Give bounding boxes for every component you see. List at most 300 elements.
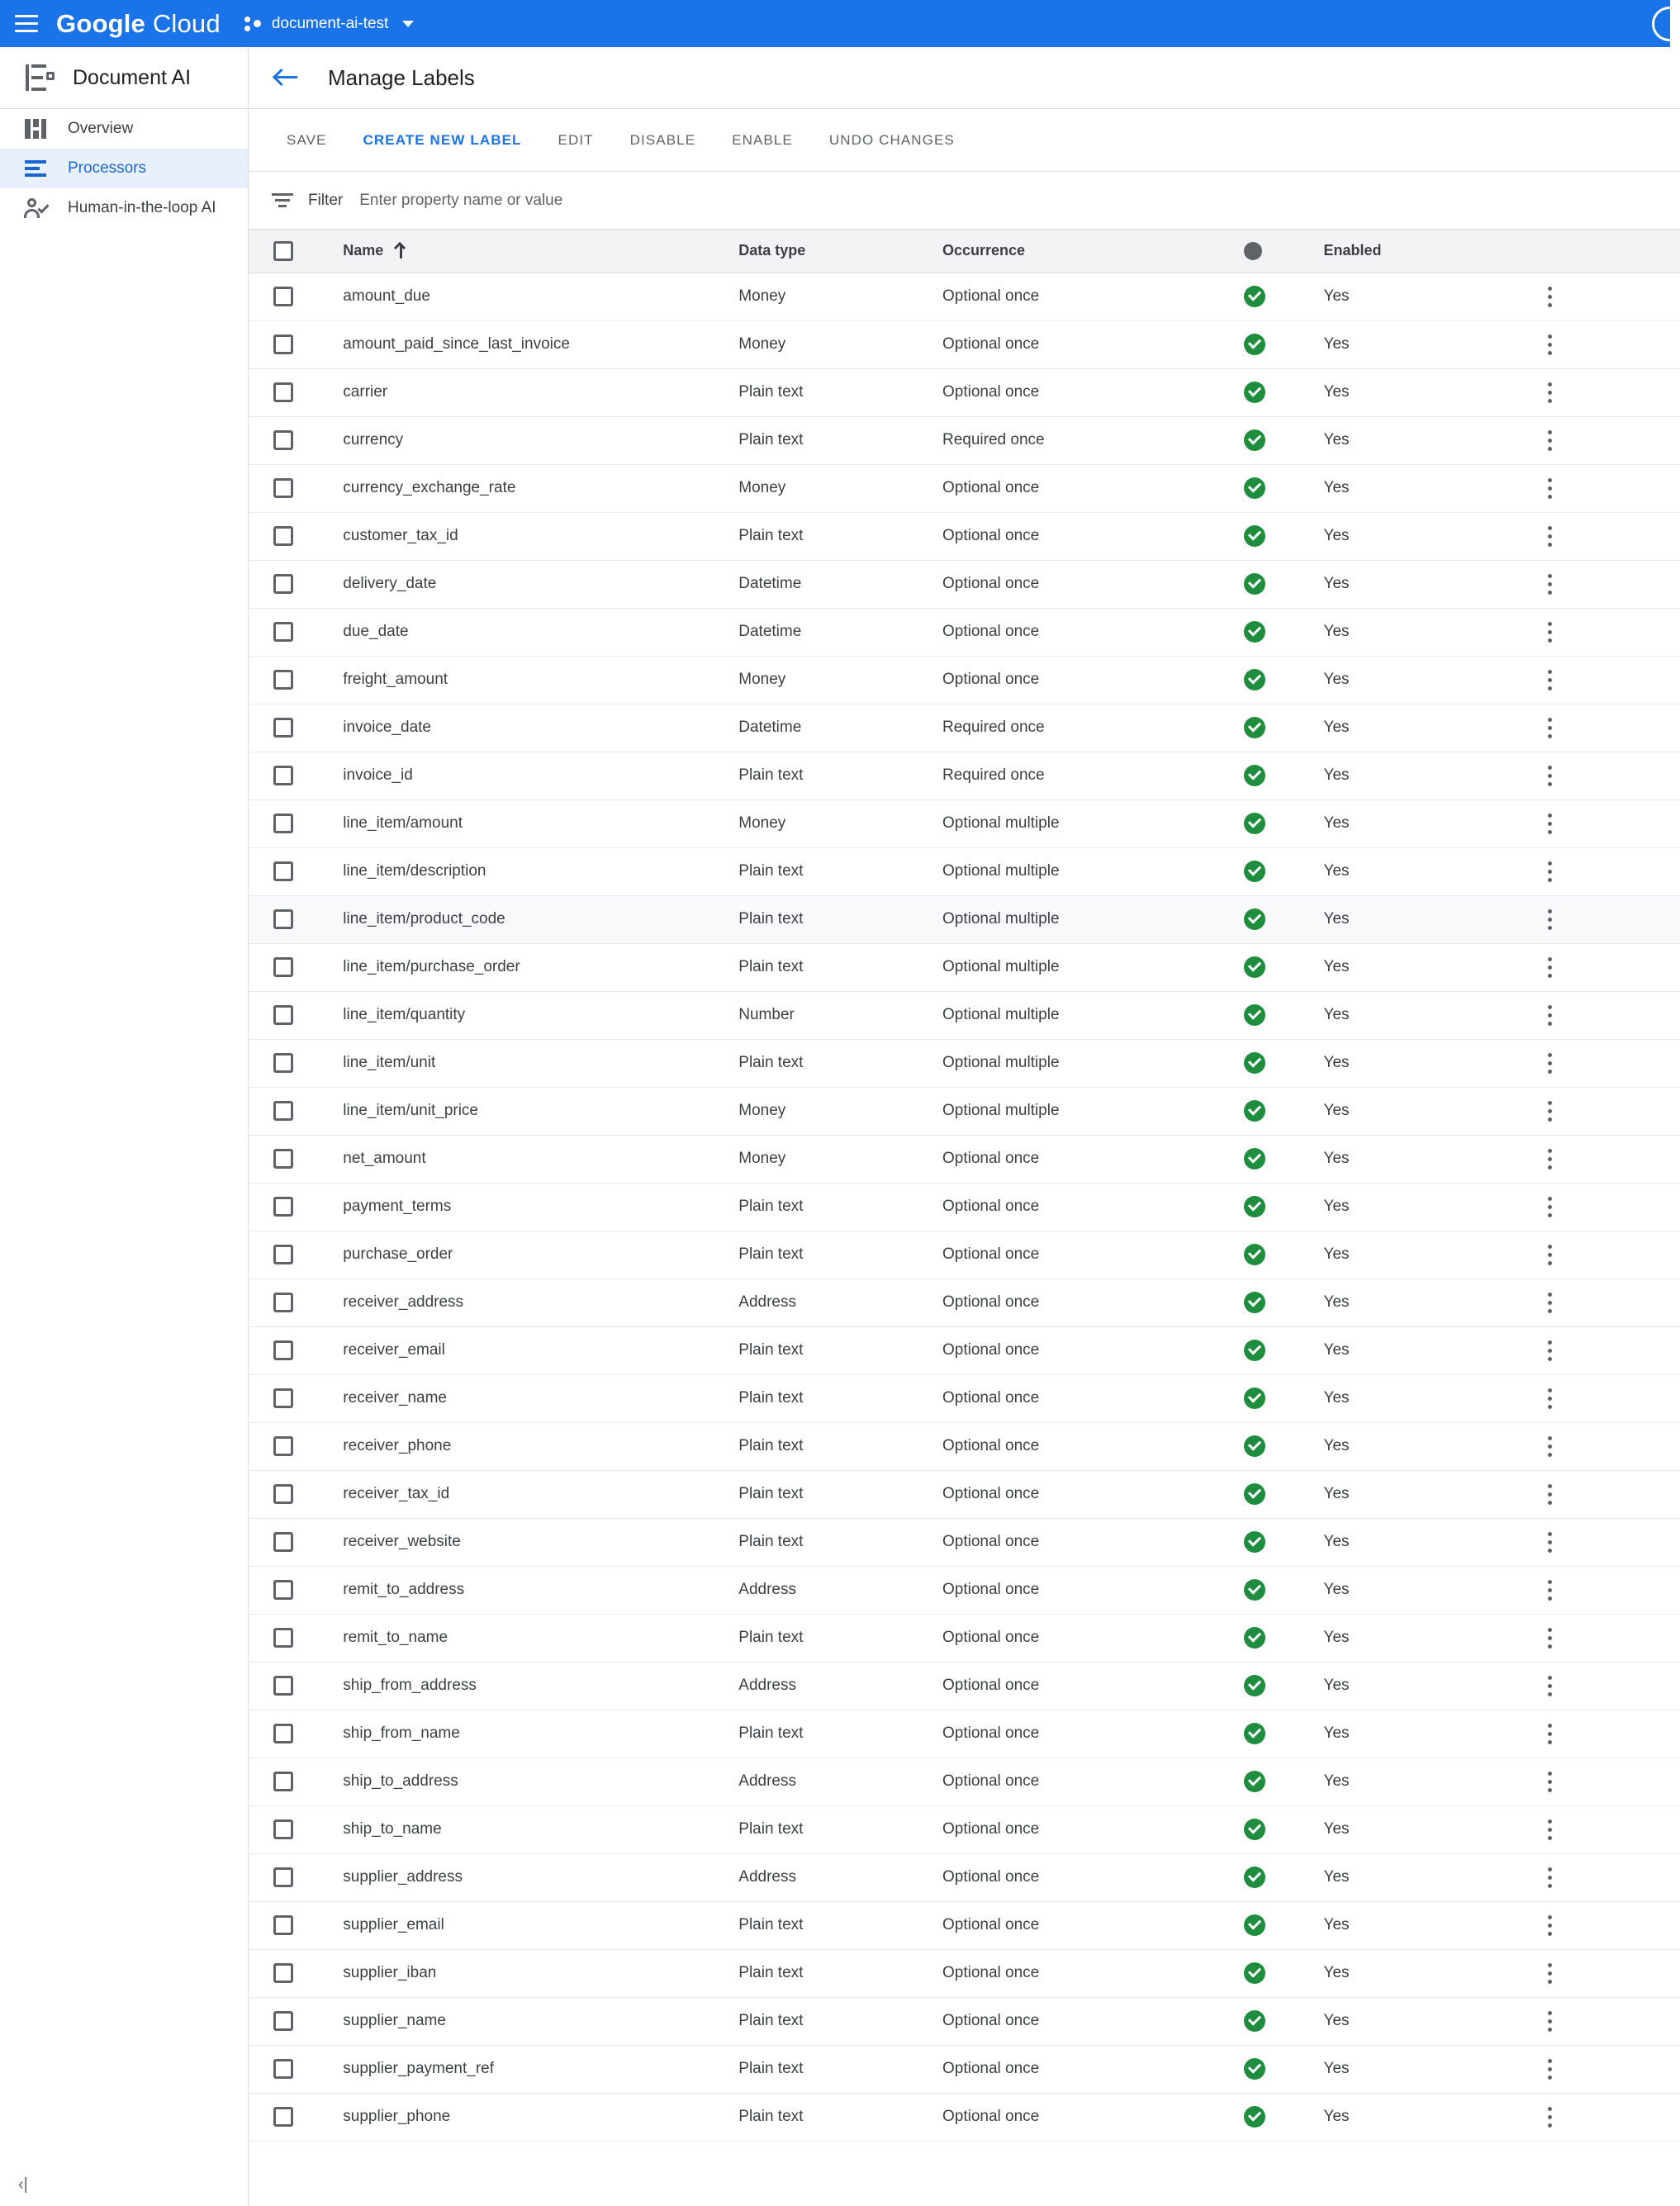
enabled-text: Yes	[1323, 719, 1350, 736]
enabled-text: Yes	[1323, 766, 1350, 784]
more-options-icon[interactable]	[1540, 1051, 1561, 1075]
cell-data-type	[735, 1135, 939, 1183]
cell-label-name	[339, 1039, 735, 1087]
label-name-text: freight_amount	[343, 671, 448, 688]
more-options-icon[interactable]	[1540, 1242, 1561, 1267]
row-checkbox[interactable]	[273, 1628, 293, 1648]
row-checkbox[interactable]	[273, 287, 293, 306]
cell-enabled	[1321, 416, 1536, 464]
table-row[interactable]	[249, 1039, 1680, 1087]
project-selector[interactable]	[244, 15, 415, 33]
more-options-icon[interactable]	[1540, 1003, 1561, 1027]
more-options-icon[interactable]	[1540, 955, 1561, 980]
table-row[interactable]	[249, 1231, 1680, 1279]
edge-sliver	[1670, 0, 1680, 47]
row-checkbox[interactable]	[273, 814, 293, 833]
enabled-text: Yes	[1323, 958, 1350, 975]
more-options-icon[interactable]	[1540, 907, 1561, 932]
data-type-text: Plain text	[738, 766, 804, 784]
cell-label-name	[339, 847, 735, 895]
column-header-enabled[interactable]	[1321, 230, 1536, 273]
cell-occurrence	[939, 1901, 1239, 1949]
enabled-text: Yes	[1323, 335, 1350, 353]
row-checkbox[interactable]	[273, 718, 293, 738]
cell-enabled	[1321, 2093, 1536, 2141]
row-checkbox[interactable]	[273, 766, 293, 785]
table-row[interactable]	[249, 1566, 1680, 1614]
enabled-text: Yes	[1323, 1868, 1350, 1886]
check-circle-icon	[1244, 1435, 1265, 1457]
more-options-icon[interactable]	[1540, 1338, 1561, 1363]
more-options-icon[interactable]	[1540, 1434, 1561, 1459]
chevron-down-icon	[402, 21, 414, 27]
data-type-text: Plain text	[738, 862, 804, 880]
table-row[interactable]	[249, 1853, 1680, 1901]
cell-status	[1239, 895, 1321, 943]
cell-occurrence	[939, 2045, 1239, 2093]
table-row[interactable]	[249, 752, 1680, 799]
label-name-text: supplier_phone	[343, 2108, 451, 2125]
label-name-text: currency_exchange_rate	[343, 479, 516, 496]
cell-actions	[1536, 752, 1680, 799]
table-body	[249, 273, 1680, 2141]
more-options-icon[interactable]	[1540, 1386, 1561, 1411]
table-row[interactable]	[249, 799, 1680, 847]
more-options-icon[interactable]	[1540, 811, 1561, 836]
select-all-checkbox[interactable]	[273, 241, 293, 261]
row-checkbox[interactable]	[273, 1340, 293, 1360]
label-name-text: remit_to_name	[343, 1629, 448, 1646]
row-checkbox[interactable]	[273, 334, 293, 354]
cell-occurrence	[939, 1518, 1239, 1566]
table-row[interactable]	[249, 1422, 1680, 1470]
row-checkbox[interactable]	[273, 526, 293, 546]
table-row[interactable]	[249, 1183, 1680, 1231]
row-select-cell	[249, 1566, 339, 1614]
cell-actions	[1536, 1949, 1680, 1997]
filter-input[interactable]	[358, 191, 787, 211]
more-options-icon[interactable]	[1540, 667, 1561, 692]
more-options-icon[interactable]	[1540, 1817, 1561, 1842]
more-options-icon[interactable]	[1540, 1721, 1561, 1746]
table-row[interactable]	[249, 1758, 1680, 1805]
row-checkbox[interactable]	[273, 622, 293, 642]
label-name-text: invoice_id	[343, 766, 413, 784]
table-row[interactable]	[249, 656, 1680, 704]
cell-enabled	[1321, 895, 1536, 943]
cell-actions	[1536, 1326, 1680, 1374]
enabled-text: Yes	[1323, 623, 1350, 640]
occurrence-text: Optional once	[942, 575, 1040, 592]
row-checkbox[interactable]	[273, 1772, 293, 1791]
cell-actions	[1536, 1566, 1680, 1614]
more-options-icon[interactable]	[1540, 2009, 1561, 2033]
cell-enabled	[1321, 1422, 1536, 1470]
cell-occurrence	[939, 512, 1239, 560]
more-options-icon[interactable]	[1540, 1194, 1561, 1219]
cell-data-type	[735, 799, 939, 847]
cell-data-type	[735, 1662, 939, 1710]
data-type-text: Plain text	[738, 1916, 804, 1933]
row-checkbox[interactable]	[273, 1867, 293, 1887]
data-type-text: Address	[738, 1677, 796, 1694]
occurrence-text: Required once	[942, 766, 1045, 784]
table-row[interactable]	[249, 1805, 1680, 1853]
cell-enabled	[1321, 273, 1536, 320]
table-row[interactable]	[249, 847, 1680, 895]
occurrence-text: Required once	[942, 719, 1045, 736]
occurrence-text: Optional once	[942, 1485, 1040, 1502]
back-arrow-icon[interactable]	[272, 64, 300, 92]
cell-enabled	[1321, 799, 1536, 847]
more-options-icon[interactable]	[1540, 1625, 1561, 1650]
data-type-text: Plain text	[738, 1629, 804, 1646]
table-row[interactable]	[249, 1135, 1680, 1183]
more-options-icon[interactable]	[1540, 763, 1561, 788]
row-checkbox[interactable]	[273, 670, 293, 690]
cell-status	[1239, 560, 1321, 608]
data-type-text: Address	[738, 1772, 796, 1790]
cell-enabled	[1321, 1183, 1536, 1231]
occurrence-text: Optional once	[942, 1964, 1040, 1981]
cell-enabled	[1321, 368, 1536, 416]
more-options-icon[interactable]	[1540, 1482, 1561, 1506]
check-circle-icon	[1244, 621, 1265, 643]
cell-actions	[1536, 1997, 1680, 2045]
data-type-text: Money	[738, 287, 786, 305]
more-options-icon[interactable]	[1540, 1290, 1561, 1315]
cell-occurrence	[939, 1566, 1239, 1614]
row-checkbox[interactable]	[273, 1676, 293, 1696]
table-row[interactable]	[249, 943, 1680, 991]
row-checkbox[interactable]	[273, 861, 293, 881]
row-checkbox[interactable]	[273, 1484, 293, 1504]
table-row[interactable]	[249, 1279, 1680, 1326]
google-cloud-logo[interactable]	[56, 9, 221, 39]
more-options-icon[interactable]	[1540, 1530, 1561, 1554]
sidebar-item-human-in-the-loop-ai[interactable]	[0, 188, 248, 228]
cell-occurrence	[939, 1470, 1239, 1518]
row-select-cell	[249, 512, 339, 560]
row-checkbox[interactable]	[273, 1436, 293, 1456]
occurrence-text: Optional once	[942, 1868, 1040, 1886]
row-select-cell	[249, 895, 339, 943]
data-type-text: Plain text	[738, 958, 804, 975]
collapse-sidebar-button[interactable]: ‹|	[18, 2175, 28, 2194]
undo-changes-button[interactable]: UNDO CHANGES	[828, 131, 955, 148]
more-options-icon[interactable]	[1540, 715, 1561, 740]
table-row[interactable]	[249, 895, 1680, 943]
cell-data-type	[735, 464, 939, 512]
cell-label-name	[339, 608, 735, 656]
table-row[interactable]	[249, 1710, 1680, 1758]
check-circle-icon	[1244, 861, 1265, 882]
data-type-text: Plain text	[738, 2012, 804, 2029]
table-row[interactable]	[249, 464, 1680, 512]
more-options-icon[interactable]	[1540, 572, 1561, 596]
cell-occurrence	[939, 943, 1239, 991]
label-name-text: amount_due	[343, 287, 430, 305]
row-checkbox[interactable]	[273, 957, 293, 977]
more-options-icon[interactable]	[1540, 1673, 1561, 1698]
hamburger-icon[interactable]	[15, 10, 43, 38]
row-checkbox[interactable]	[273, 1963, 293, 1983]
cell-actions	[1536, 2045, 1680, 2093]
column-header-occurrence[interactable]	[939, 230, 1239, 273]
cell-status	[1239, 512, 1321, 560]
row-select-cell	[249, 943, 339, 991]
data-type-text: Plain text	[738, 527, 804, 544]
cell-status	[1239, 799, 1321, 847]
more-options-icon[interactable]	[1540, 2104, 1561, 2129]
row-checkbox[interactable]	[273, 1149, 293, 1169]
enabled-text: Yes	[1323, 862, 1350, 880]
column-header-data-type[interactable]	[735, 230, 939, 273]
cell-status	[1239, 320, 1321, 368]
check-circle-icon	[1244, 2106, 1265, 2128]
cell-enabled	[1321, 512, 1536, 560]
edit-button[interactable]: EDIT	[558, 131, 594, 148]
check-circle-icon	[1244, 1244, 1265, 1265]
cell-label-name	[339, 1374, 735, 1422]
cell-label-name	[339, 1183, 735, 1231]
row-checkbox[interactable]	[273, 1197, 293, 1217]
enabled-text: Yes	[1323, 2108, 1350, 2125]
cell-enabled	[1321, 464, 1536, 512]
check-circle-icon	[1244, 1196, 1265, 1217]
occurrence-text: Optional multiple	[942, 1054, 1060, 1071]
cell-status	[1239, 1183, 1321, 1231]
table-row[interactable]	[249, 512, 1680, 560]
occurrence-text: Optional once	[942, 2060, 1040, 2077]
app-shell	[0, 47, 1680, 2206]
more-options-icon[interactable]	[1540, 1577, 1561, 1602]
cell-occurrence	[939, 991, 1239, 1039]
check-circle-icon	[1244, 1867, 1265, 1888]
cell-label-name	[339, 1422, 735, 1470]
row-checkbox[interactable]	[273, 1724, 293, 1743]
more-options-icon[interactable]	[1540, 428, 1561, 453]
cell-enabled	[1321, 1039, 1536, 1087]
row-select-cell	[249, 847, 339, 895]
cell-status	[1239, 1518, 1321, 1566]
row-checkbox[interactable]	[273, 1580, 293, 1600]
cell-data-type	[735, 1805, 939, 1853]
cell-status	[1239, 464, 1321, 512]
row-checkbox[interactable]	[273, 1915, 293, 1935]
row-checkbox[interactable]	[273, 1101, 293, 1121]
cell-label-name	[339, 1326, 735, 1374]
cell-enabled	[1321, 1614, 1536, 1662]
more-options-icon[interactable]	[1540, 380, 1561, 405]
data-type-text: Plain text	[738, 1389, 804, 1407]
cell-status	[1239, 943, 1321, 991]
cell-label-name	[339, 1279, 735, 1326]
cell-actions	[1536, 1901, 1680, 1949]
table-row[interactable]	[249, 1997, 1680, 2045]
row-checkbox[interactable]	[273, 1532, 293, 1552]
more-options-icon[interactable]	[1540, 619, 1561, 644]
occurrence-text: Optional once	[942, 1581, 1040, 1598]
occurrence-text: Optional once	[942, 1724, 1040, 1742]
main-content	[249, 47, 1680, 2206]
label-name-text: due_date	[343, 623, 409, 640]
row-select-cell	[249, 273, 339, 320]
more-options-icon[interactable]	[1540, 1146, 1561, 1171]
row-checkbox[interactable]	[273, 1005, 293, 1025]
row-checkbox[interactable]	[273, 382, 293, 402]
column-header-occurrence-label: Occurrence	[942, 242, 1026, 259]
more-options-icon[interactable]	[1540, 1098, 1561, 1123]
label-name-text: ship_to_name	[343, 1820, 442, 1838]
check-circle-icon	[1244, 1052, 1265, 1074]
cell-status	[1239, 608, 1321, 656]
row-checkbox[interactable]	[273, 1053, 293, 1073]
sidebar-item-processors[interactable]	[0, 149, 248, 188]
more-options-icon[interactable]	[1540, 1913, 1561, 1938]
row-checkbox[interactable]	[273, 2011, 293, 2031]
labels-table-container	[249, 230, 1680, 2206]
more-options-icon[interactable]	[1540, 332, 1561, 357]
cell-label-name	[339, 895, 735, 943]
column-header-status[interactable]	[1239, 230, 1321, 273]
row-select-cell	[249, 1039, 339, 1087]
status-circle-icon	[1244, 242, 1262, 260]
check-circle-icon	[1244, 717, 1265, 738]
cell-actions	[1536, 1710, 1680, 1758]
table-row[interactable]	[249, 560, 1680, 608]
check-circle-icon	[1244, 382, 1265, 403]
row-checkbox[interactable]	[273, 909, 293, 929]
processors-icon	[23, 156, 48, 181]
cell-actions	[1536, 560, 1680, 608]
cell-data-type	[735, 1710, 939, 1758]
row-checkbox[interactable]	[273, 2107, 293, 2127]
enabled-text: Yes	[1323, 1198, 1350, 1215]
cell-actions	[1536, 991, 1680, 1039]
cell-label-name	[339, 368, 735, 416]
cell-data-type	[735, 1183, 939, 1231]
cell-enabled	[1321, 847, 1536, 895]
table-row[interactable]	[249, 1470, 1680, 1518]
more-options-icon[interactable]	[1540, 2057, 1561, 2081]
cell-data-type	[735, 320, 939, 368]
table-row[interactable]	[249, 1949, 1680, 1997]
label-name-text: receiver_website	[343, 1533, 461, 1550]
check-circle-icon	[1244, 1340, 1265, 1361]
occurrence-text: Optional multiple	[942, 910, 1060, 927]
table-row[interactable]	[249, 1662, 1680, 1710]
row-checkbox[interactable]	[273, 1388, 293, 1408]
row-select-cell	[249, 1805, 339, 1853]
table-row[interactable]	[249, 991, 1680, 1039]
cell-data-type	[735, 608, 939, 656]
table-row[interactable]	[249, 704, 1680, 752]
cell-occurrence	[939, 1374, 1239, 1422]
row-checkbox[interactable]	[273, 574, 293, 594]
more-options-icon[interactable]	[1540, 859, 1561, 884]
cell-occurrence	[939, 320, 1239, 368]
data-type-text: Money	[738, 1102, 786, 1119]
sidebar-item-overview[interactable]	[0, 109, 248, 149]
table-row[interactable]	[249, 1518, 1680, 1566]
table-row[interactable]	[249, 1374, 1680, 1422]
more-options-icon[interactable]	[1540, 1769, 1561, 1794]
filter-icon[interactable]	[272, 192, 293, 209]
row-checkbox[interactable]	[273, 2059, 293, 2079]
enabled-text: Yes	[1323, 1772, 1350, 1790]
disable-button[interactable]: DISABLE	[629, 131, 696, 148]
create-new-label-button[interactable]: CREATE NEW LABEL	[363, 131, 522, 148]
table-row[interactable]	[249, 273, 1680, 320]
row-checkbox[interactable]	[273, 1245, 293, 1264]
check-circle-icon	[1244, 1100, 1265, 1122]
row-checkbox[interactable]	[273, 1293, 293, 1312]
table-row[interactable]	[249, 1087, 1680, 1135]
cell-occurrence	[939, 1805, 1239, 1853]
search-icon[interactable]	[1652, 7, 1670, 41]
enabled-text: Yes	[1323, 1054, 1350, 1071]
cell-enabled	[1321, 560, 1536, 608]
cell-label-name	[339, 1135, 735, 1183]
table-row[interactable]	[249, 320, 1680, 368]
enabled-text: Yes	[1323, 1820, 1350, 1838]
table-row[interactable]	[249, 1614, 1680, 1662]
table-row[interactable]	[249, 416, 1680, 464]
cell-label-name	[339, 656, 735, 704]
label-name-text: delivery_date	[343, 575, 437, 592]
table-row[interactable]	[249, 2093, 1680, 2141]
cell-status	[1239, 656, 1321, 704]
enable-button[interactable]: ENABLE	[732, 131, 793, 148]
cell-occurrence	[939, 1662, 1239, 1710]
cell-actions	[1536, 1614, 1680, 1662]
more-options-icon[interactable]	[1540, 524, 1561, 548]
row-checkbox[interactable]	[273, 1819, 293, 1839]
check-circle-icon	[1244, 1723, 1265, 1744]
check-circle-icon	[1244, 1483, 1265, 1505]
more-options-icon[interactable]	[1540, 1865, 1561, 1890]
label-name-text: supplier_address	[343, 1868, 463, 1886]
table-row[interactable]	[249, 608, 1680, 656]
cell-occurrence	[939, 1231, 1239, 1279]
table-row[interactable]	[249, 368, 1680, 416]
row-checkbox[interactable]	[273, 430, 293, 450]
column-header-name[interactable]	[339, 230, 735, 273]
save-button[interactable]: SAVE	[287, 131, 327, 148]
cell-occurrence	[939, 704, 1239, 752]
table-row[interactable]	[249, 1901, 1680, 1949]
more-options-icon[interactable]	[1540, 1961, 1561, 1985]
cell-actions	[1536, 704, 1680, 752]
row-select-cell	[249, 1326, 339, 1374]
cell-enabled	[1321, 752, 1536, 799]
row-select-cell	[249, 1949, 339, 1997]
cell-label-name	[339, 2093, 735, 2141]
cell-status	[1239, 1279, 1321, 1326]
cell-label-name	[339, 1087, 735, 1135]
data-type-text: Plain text	[738, 1054, 804, 1071]
row-checkbox[interactable]	[273, 478, 293, 498]
more-options-icon[interactable]	[1540, 476, 1561, 501]
cell-actions	[1536, 1853, 1680, 1901]
cell-status	[1239, 704, 1321, 752]
cell-occurrence	[939, 1039, 1239, 1087]
table-row[interactable]	[249, 2045, 1680, 2093]
more-options-icon[interactable]	[1540, 284, 1561, 309]
table-row[interactable]	[249, 1326, 1680, 1374]
cell-label-name	[339, 1662, 735, 1710]
